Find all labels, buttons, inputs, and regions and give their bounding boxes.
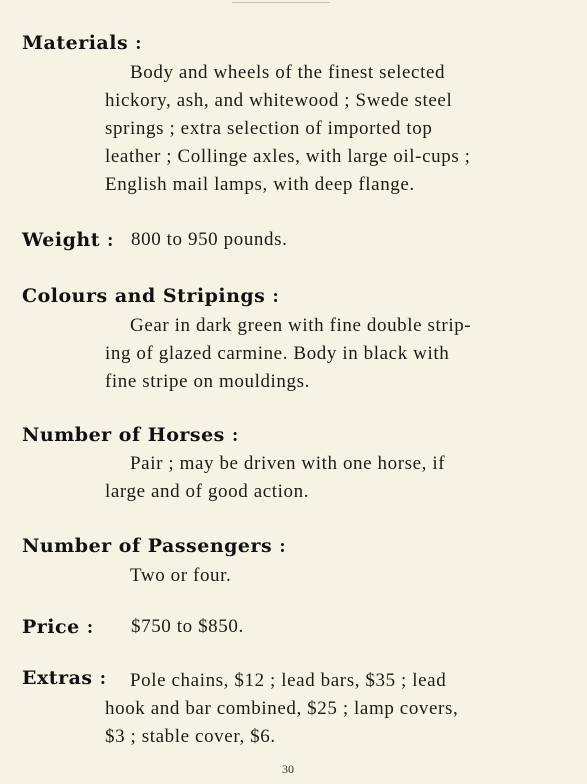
extras-line: hook and bar combined, $25 ; lamp covers, (105, 698, 459, 719)
materials-colon: : (135, 33, 143, 54)
colours-heading (22, 285, 279, 308)
weight-heading-text: Weight (22, 229, 100, 251)
passengers-paragraph (105, 562, 555, 590)
extras-line: Pole chains, $12 ; lead bars, $35 ; lead (130, 670, 447, 691)
colours-line: Gear in dark green with fine double strip- (130, 315, 472, 336)
extras-paragraph (105, 667, 555, 751)
materials-line: springs ; extra selection of imported top (105, 118, 433, 139)
colours-colon: : (272, 286, 280, 307)
horses-line: large and of good action. (105, 481, 310, 502)
colours-line: ing of glazed carmine. Body in black with (105, 343, 450, 364)
passengers-heading (22, 535, 286, 558)
materials-line: Body and wheels of the finest selected (130, 62, 446, 83)
extras-heading (22, 667, 107, 690)
price-colon: : (86, 617, 94, 638)
price-value: $750 to $850. (131, 616, 244, 637)
materials-line: leather ; Collinge axles, with large oil-cups ; (105, 146, 471, 167)
passengers-heading-text: Number of Passengers (22, 535, 273, 557)
materials-heading-text: Materials (22, 32, 129, 54)
price-heading (22, 616, 94, 639)
horses-heading (22, 424, 239, 447)
materials-line: English mail lamps, with deep flange. (105, 174, 415, 195)
colours-line: fine stripe on mouldings. (105, 371, 310, 392)
weight-heading (22, 229, 114, 252)
colours-paragraph (105, 312, 555, 396)
horses-colon: : (232, 425, 239, 446)
extras-heading-text: Extras (22, 667, 93, 689)
page-number: 30 (282, 762, 294, 776)
colours-heading-text: Colours and Stripings (22, 285, 266, 307)
extras-colon: : (99, 668, 107, 689)
horses-line: Pair ; may be driven with one horse, if (130, 453, 446, 474)
extras-line: $3 ; stable cover, $6. (105, 726, 276, 747)
top-rule (232, 2, 330, 3)
materials-line: hickory, ash, and whitewood ; Swede steel (105, 90, 453, 111)
weight-colon: : (107, 230, 114, 251)
passengers-colon: : (279, 536, 287, 557)
weight-value: 800 to 950 pounds. (131, 229, 288, 250)
price-heading-text: Price (22, 616, 80, 638)
materials-heading (22, 32, 142, 55)
horses-paragraph (105, 450, 555, 506)
passengers-line: Two or four. (130, 565, 232, 586)
materials-paragraph (105, 59, 555, 199)
horses-heading-text: Number of Horses (22, 424, 225, 446)
